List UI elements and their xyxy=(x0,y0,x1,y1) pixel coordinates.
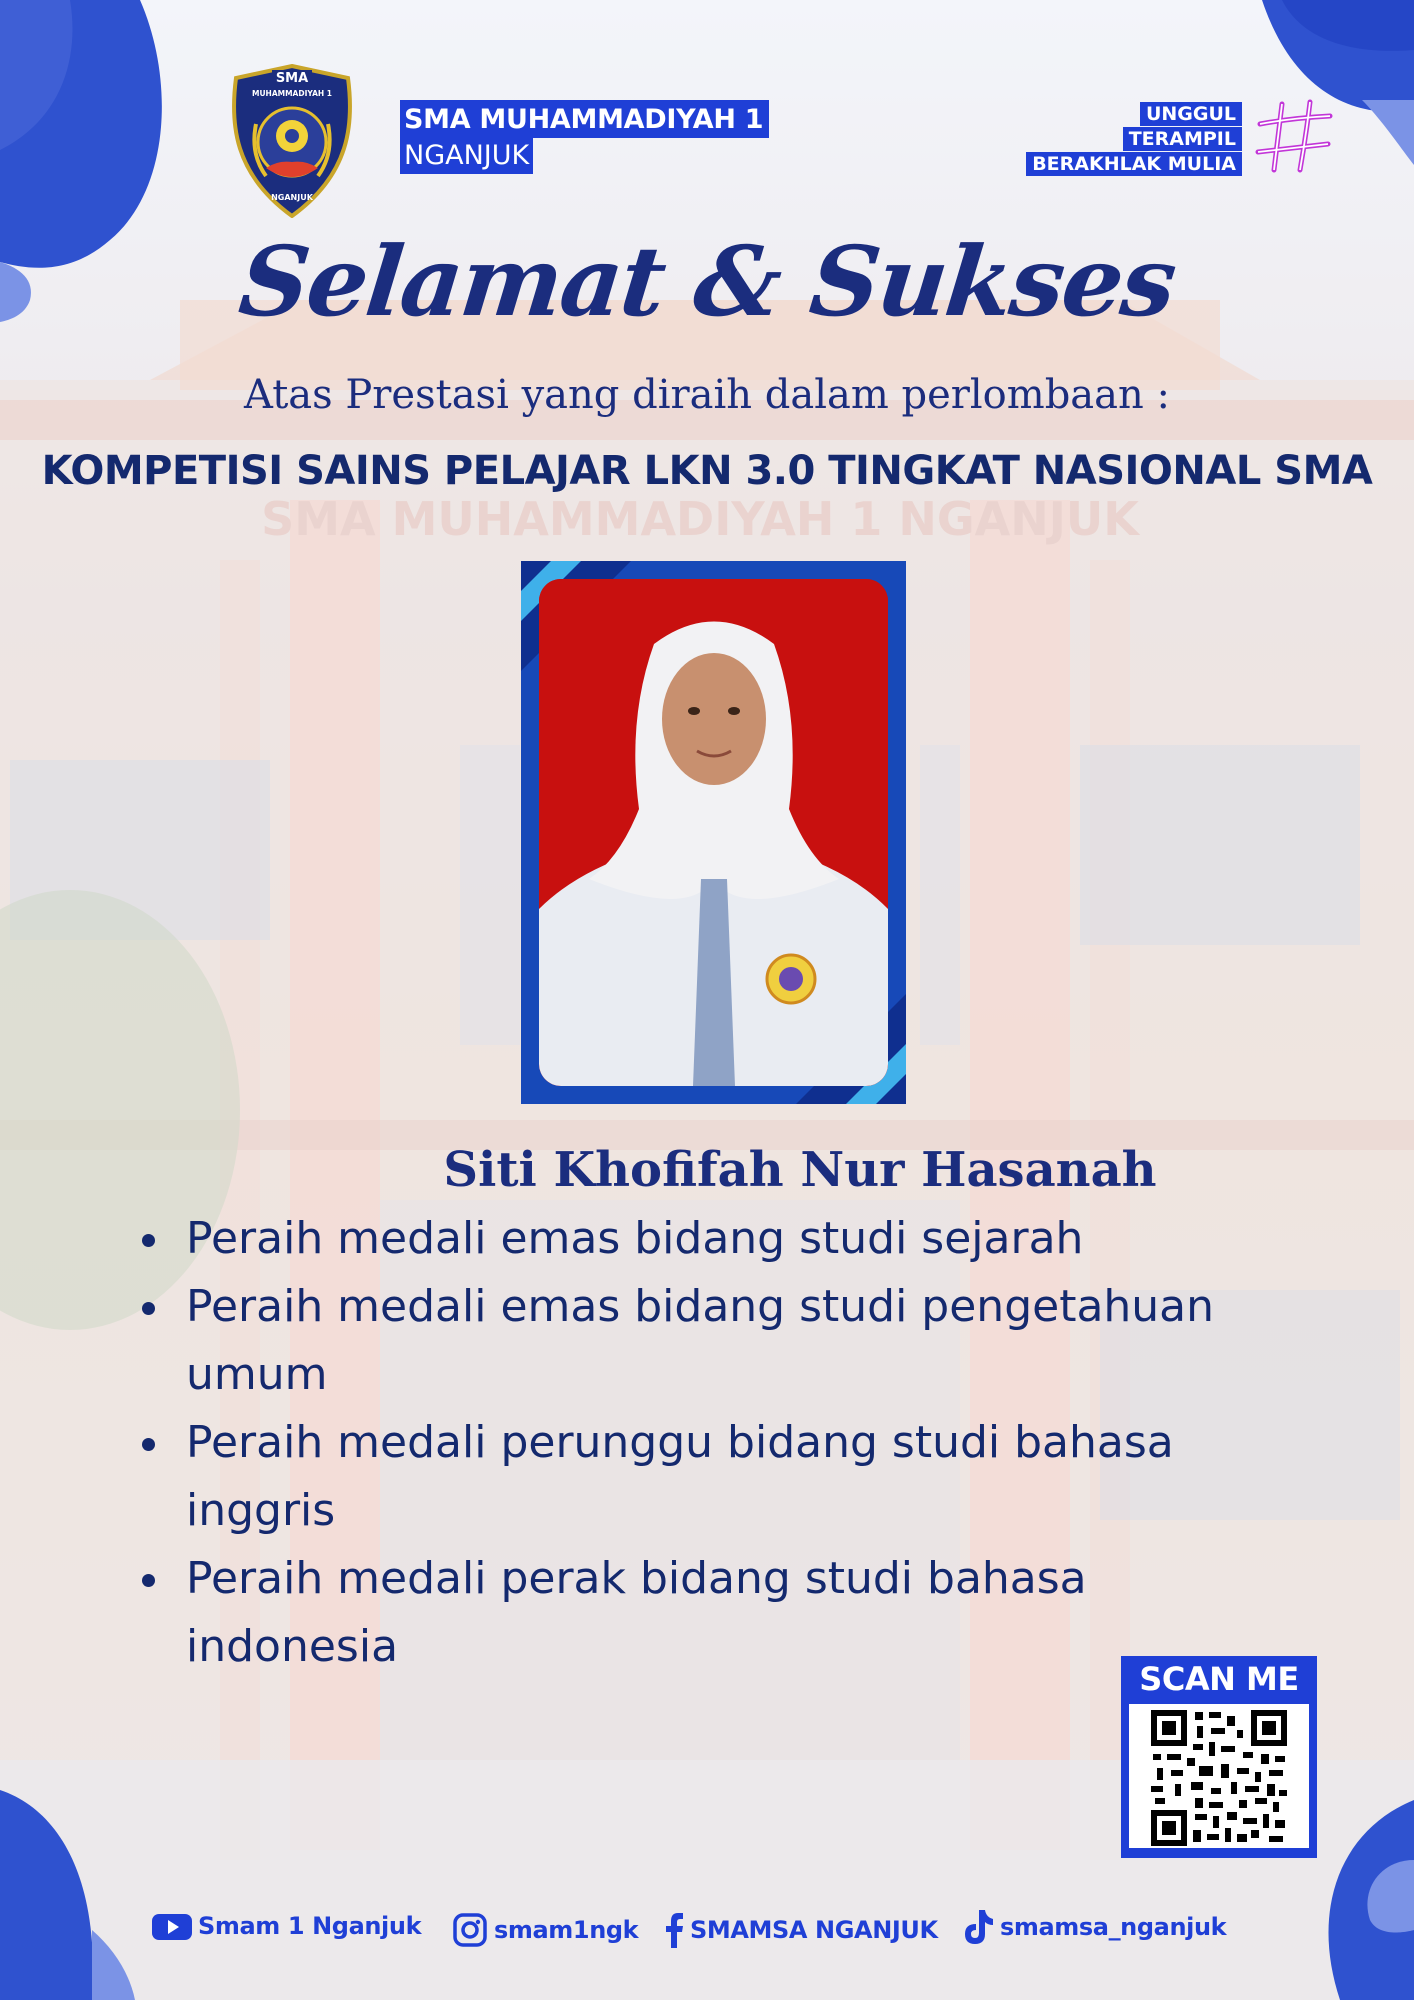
svg-text:MUHAMMADIYAH 1: MUHAMMADIYAH 1 xyxy=(251,89,333,98)
footer-social-links xyxy=(0,1912,1414,1952)
youtube-handle: Smam 1 Nganjuk xyxy=(198,1912,422,1940)
student-photo-frame xyxy=(521,561,906,1104)
school-name-block xyxy=(400,100,769,174)
motto-line-1: UNGGUL xyxy=(1140,102,1242,126)
svg-text:NGANJUK: NGANJUK xyxy=(271,193,313,202)
competition-name: KOMPETISI SAINS PELAJAR LKN 3.0 TINGKAT NASIONAL SMA xyxy=(41,448,1373,494)
student-portrait xyxy=(539,579,888,1086)
instagram-link[interactable] xyxy=(452,1912,638,1948)
svg-text:SMA: SMA xyxy=(275,71,309,86)
bottom-left-blob xyxy=(0,1790,140,2000)
school-name: SMA MUHAMMADIYAH 1 xyxy=(400,100,769,138)
achievement-item: Peraih medali emas bidang studi sejarah xyxy=(136,1205,1296,1273)
achievement-item: Peraih medali perunggu bidang studi bahasa inggris xyxy=(136,1409,1296,1545)
achievement-item: Peraih medali perak bidang studi bahasa indonesia xyxy=(136,1545,1296,1681)
instagram-handle: smam1ngk xyxy=(494,1916,639,1944)
tiktok-link[interactable] xyxy=(962,1908,1226,1946)
motto-line-2: TERAMPIL xyxy=(1123,127,1242,151)
motto-line-3: BERAKHLAK MULIA xyxy=(1026,152,1242,176)
youtube-icon xyxy=(152,1912,192,1940)
instagram-icon xyxy=(452,1912,488,1948)
facebook-link[interactable] xyxy=(664,1912,938,1948)
tiktok-handle: smamsa_nganjuk xyxy=(1000,1913,1227,1941)
scan-me-label: SCAN ME xyxy=(1139,1660,1299,1698)
achievement-item: Peraih medali emas bidang studi pengetahuan umum xyxy=(136,1273,1296,1409)
qr-code-icon xyxy=(1151,1710,1287,1846)
school-city: NGANJUK xyxy=(400,138,533,174)
tiktok-icon xyxy=(962,1908,994,1946)
school-logo xyxy=(226,64,358,218)
qr-code-area[interactable] xyxy=(1129,1704,1309,1848)
qr-code-box[interactable] xyxy=(1121,1656,1317,1858)
school-motto xyxy=(1026,102,1242,177)
achievement-list xyxy=(136,1205,1296,1681)
youtube-link[interactable] xyxy=(152,1912,421,1940)
hashtag-icon xyxy=(1252,96,1338,178)
facebook-icon xyxy=(664,1912,684,1948)
facebook-handle: SMAMSA NGANJUK xyxy=(690,1916,938,1944)
achievement-subtitle: Atas Prestasi yang diraih dalam perlombaan : xyxy=(244,372,1170,418)
building-sign: SMA MUHAMMADIYAH 1 NGANJUK xyxy=(261,492,1139,546)
student-photo xyxy=(539,579,888,1086)
student-name: Siti Khofifah Nur Hasanah xyxy=(443,1142,1157,1198)
congratulations-title: Selamat & Sukses xyxy=(234,225,1180,338)
